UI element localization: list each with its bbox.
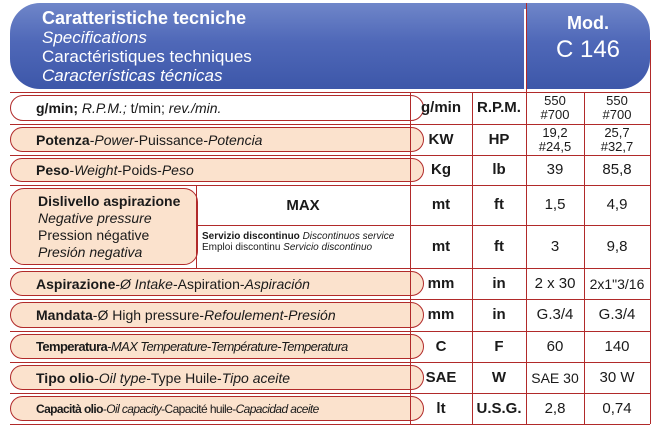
unit-metric: mm bbox=[427, 306, 455, 323]
unit-imperial: lb bbox=[492, 161, 506, 178]
unit-imperial: R.P.M. bbox=[477, 99, 521, 116]
value-metric: 19,2 #24,5 bbox=[538, 124, 572, 154]
grid-line bbox=[584, 92, 585, 424]
model-name: C 146 bbox=[555, 36, 621, 63]
value-imperial: 30 W bbox=[599, 368, 635, 386]
row-label: Peso - Weight - Poids - Peso bbox=[36, 162, 194, 178]
value-imperial: 2x1"3/16 bbox=[589, 275, 645, 292]
unit-imperial: F bbox=[494, 337, 504, 355]
value-metric-discontinuous: 3 bbox=[550, 238, 560, 255]
grid-line bbox=[10, 268, 650, 269]
model-label: Mod. bbox=[567, 13, 609, 33]
unit-imperial: W bbox=[491, 368, 507, 386]
divider bbox=[196, 185, 197, 268]
discontinuous-label: Servizio discontinuo Discontinuos service Emploi discontinu Servicio discontinuo bbox=[202, 231, 395, 253]
spec-row-negative-pressure bbox=[10, 185, 650, 268]
value-imperial: 550 #700 bbox=[602, 93, 632, 122]
unit-imperial: HP bbox=[488, 130, 510, 148]
value-imperial: 0,74 bbox=[602, 399, 632, 417]
unit-imperial: U.S.G. bbox=[476, 399, 522, 417]
value-metric: 2,8 bbox=[544, 399, 566, 417]
grid-line bbox=[10, 362, 650, 363]
unit-metric: lt bbox=[436, 399, 446, 417]
max-label: MAX bbox=[196, 185, 410, 226]
row-label: Capacità olio - Oil capacity - Capacité huile - Capacidad aceite bbox=[36, 401, 319, 416]
row-label: Tipo olio - Oil type - Type Huile - Tipo aceite bbox=[36, 369, 291, 386]
grid-line bbox=[10, 393, 650, 394]
unit-metric: g/min bbox=[421, 99, 461, 116]
row-label: Dislivello aspirazione Negative pressure Pression négative Presión negativa bbox=[38, 193, 181, 260]
value-metric: 2 x 30 bbox=[534, 274, 576, 292]
grid-line bbox=[526, 3, 527, 424]
title-italian: Caratteristiche tecniche bbox=[42, 8, 247, 28]
grid-line bbox=[472, 92, 473, 424]
spec-titles bbox=[42, 9, 252, 85]
grid-line bbox=[410, 92, 411, 424]
model-box bbox=[526, 13, 650, 64]
row-label: Aspirazione - Ø Intake - Aspiration - Aspiración bbox=[36, 275, 310, 292]
value-imperial: 4,9 bbox=[606, 196, 628, 213]
grid-line bbox=[10, 155, 650, 156]
unit-imperial: in bbox=[492, 274, 506, 292]
title-english: Specifications bbox=[42, 28, 147, 47]
unit-metric: SAE bbox=[425, 368, 457, 386]
spec-row-delivery bbox=[10, 299, 650, 331]
grid-line bbox=[10, 185, 650, 186]
value-metric: 60 bbox=[546, 337, 564, 355]
value-metric: 550 #700 bbox=[540, 93, 570, 122]
spec-row-weight bbox=[10, 155, 650, 185]
spec-row-oil-capacity bbox=[10, 393, 650, 424]
value-imperial: 140 bbox=[604, 337, 630, 355]
value-metric: 39 bbox=[546, 161, 564, 178]
value-metric: 1,5 bbox=[544, 196, 566, 213]
value-metric: SAE 30 bbox=[531, 369, 579, 386]
value-imperial: G.3/4 bbox=[598, 306, 636, 323]
row-label: Potenza - Power - Puissance - Potencia bbox=[36, 131, 263, 148]
grid-line bbox=[650, 40, 651, 424]
grid-line bbox=[10, 299, 650, 300]
spec-row-intake bbox=[10, 268, 650, 299]
spec-row-power bbox=[10, 124, 650, 155]
spec-row-speed bbox=[10, 92, 650, 124]
unit-metric: Kg bbox=[431, 161, 451, 178]
unit-metric: KW bbox=[428, 130, 454, 148]
row-label: Temperatura - MAX Temperature - Température - Temperatura bbox=[36, 339, 348, 354]
title-spanish: Características técnicas bbox=[42, 66, 223, 85]
value-imperial: 25,7 #32,7 bbox=[600, 124, 634, 154]
spec-row-oil-type bbox=[10, 362, 650, 393]
spec-header bbox=[10, 3, 650, 89]
unit-imperial-discontinuous: ft bbox=[494, 238, 504, 255]
value-imperial: 85,8 bbox=[602, 161, 632, 178]
unit-metric: mt bbox=[431, 196, 451, 213]
row-label: Mandata - Ø High pressure - Refoulement - Presión bbox=[36, 307, 336, 323]
grid-line bbox=[10, 124, 650, 125]
grid-line bbox=[10, 424, 650, 425]
title-french: Caractéristiques techniques bbox=[42, 47, 252, 66]
grid-line bbox=[10, 331, 650, 332]
divider bbox=[410, 225, 650, 226]
row-label: g/min; R.P.M.; t/min; rev./min. bbox=[36, 100, 222, 116]
unit-imperial: in bbox=[492, 306, 506, 323]
unit-metric-discontinuous: mt bbox=[431, 238, 451, 255]
grid-line bbox=[10, 92, 650, 93]
unit-metric: mm bbox=[427, 274, 455, 292]
value-imperial-discontinuous: 9,8 bbox=[606, 238, 628, 255]
unit-metric: C bbox=[435, 337, 447, 355]
value-metric: G.3/4 bbox=[536, 306, 574, 323]
spec-row-temperature bbox=[10, 331, 650, 362]
unit-imperial: ft bbox=[494, 196, 504, 213]
